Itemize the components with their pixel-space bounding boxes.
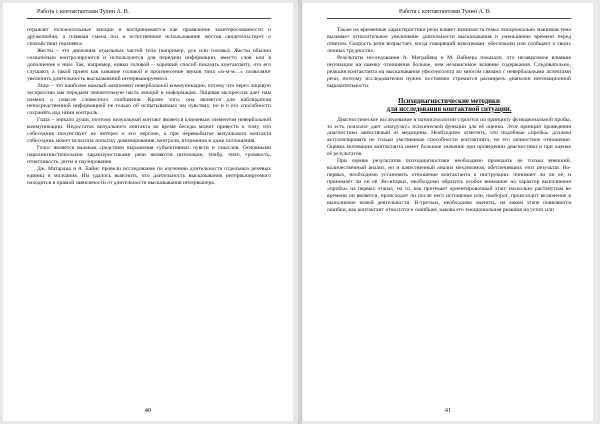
page-body bbox=[27, 27, 271, 187]
header-rule bbox=[327, 18, 571, 19]
paragraph: Глаза – зеркало души, поэтому визуальный контакт является ключевым элементом невербальной коммуникации. Недостаток визуального контакта во время беседы может привести к тому, что собеседник почувствует не интерес к его персоне, а при перевыбытке визуального контакта собеседник может испытать попытку доминирования, контроля, вторжения и даже поглощения. bbox=[27, 117, 271, 145]
book-gutter bbox=[298, 0, 302, 424]
section-heading bbox=[327, 98, 571, 114]
paragraph: При оценке результатов психодиагностики необходимо проводить не только внешний, количественный анализ, но и качественный анализ механизмов, обеспечивших этот результат. Во-первых, необходимо установить отношение контактанта к инструкции: понимает ли он её, и принимает ли он её. Во-вторых, необходимо обратить особое внимание на характер выполнения «пробы» на первых этапах, на то, как протекает ориентировочный этап: насколько растянутым во времени он является, происходит ли после него истощение или, наоборот, происходит включение в выполнение новой деятельности. В-третьих, необходимо оценить, на каком этапе появляются ошибки, как контактант относится к ошибкам, какова его эмоциональная реакция на успех или bbox=[327, 158, 571, 213]
left-page bbox=[3, 3, 293, 421]
paragraph: Голос является важным средством выражения субъективных чувств и смыслов. Основными паралингвистическими характеристиками речи являются интонация, тембр, темп, громкость, отчетливость, ритм и паузирование. bbox=[27, 145, 271, 166]
running-head: Работа с контактантами Тулин А. В. bbox=[399, 9, 492, 15]
page-number: 40 bbox=[144, 407, 152, 414]
paragraph: Дж. Матарацо и А. Вайнс провели исследование по изучению длительности отдельных речевых единиц и молчания. Им удалось выяснить, что длительность высказывания интервьюируемого находится в прямой зависимости от длительности высказывания интервьюера. bbox=[27, 166, 271, 186]
page-body bbox=[327, 27, 571, 214]
section-heading-line: Психодиагностические методики bbox=[398, 97, 500, 105]
paragraph: Диагностическое исследование в патопсихологии строится по принципу функциональной пробы, то есть психолог дает «нагрузку» психической функции для её оценки. Этот принцип проведения диагностики заимствован из медицины. Необходимо отметить, что подобные «пробы» должны актуализировать не только умственные способности контактанта, но его личностное отношение. Оценка мотивации контактанта имеет большое значение при проведении диагностики и при оценке её результатов. bbox=[327, 116, 571, 158]
paragraph: Жесты – это движения отдельных частей тела (например, рук или головы). Жесты обычно сознательно контролируются и используются для передачи информации, вместо слов или в дополнение к ним. Так, например, кивки головой – хороший способ показать контактанту, что его слушают, а такой прием как кивание головой и произнесение звуков типа «м-м-м…» позволяют увеличить длительность высказываний интервьюируемого. bbox=[27, 47, 271, 82]
right-page bbox=[303, 3, 593, 421]
paragraph: Лицо – это наиболее важный компонент невербальной коммуникации, потому что через лицевую экспрессию мы передаем значительную часть эмоций и информации. Лицевая экспрессия дает нам намеки о смысле словесного сообщения. Кроме того, она является для наблюдателя непосредственной информацией не только об испытываемых им чувствах, но и о его способности сохранять над ними контроль. bbox=[27, 82, 271, 117]
running-head: Работа с контактантами Тулин А. В. bbox=[37, 9, 130, 15]
paragraph: отражает положительные эмоции и воспринимается как проявление заинтересованности и дружелюбия, а плавная смена поз и естественное использование жестов свидетельствует о спокойствии терапевта. bbox=[27, 27, 271, 47]
paragraph: Также на временные характеристики речи влияет значимость темы: эмоционально значимая тема вызывает относительное увеличение длительности высказывания и уменьшение времени перед ответом. Скорость речи возрастает, когда говорящий взволнован, обеспокоен или сообщает о своих личных трудностях. bbox=[327, 27, 571, 54]
page-number: 41 bbox=[444, 407, 452, 414]
paragraph: Результаты исследования А. Меграбяна и М. Вайнера показали, что независимое влияние интонации на оценку отношения больше, чем независимое влияние содержания. Следовательно, реакция контактанта на высказывания уфосенсолога во многом связана с невербальными аспектами речи, поэтому исследователем нужно постоянно стремится расширять диапазон интонационной выразительности. bbox=[327, 54, 571, 89]
section-heading-line: для исследования контактной ситуации. bbox=[386, 105, 512, 113]
header-rule bbox=[27, 18, 271, 19]
